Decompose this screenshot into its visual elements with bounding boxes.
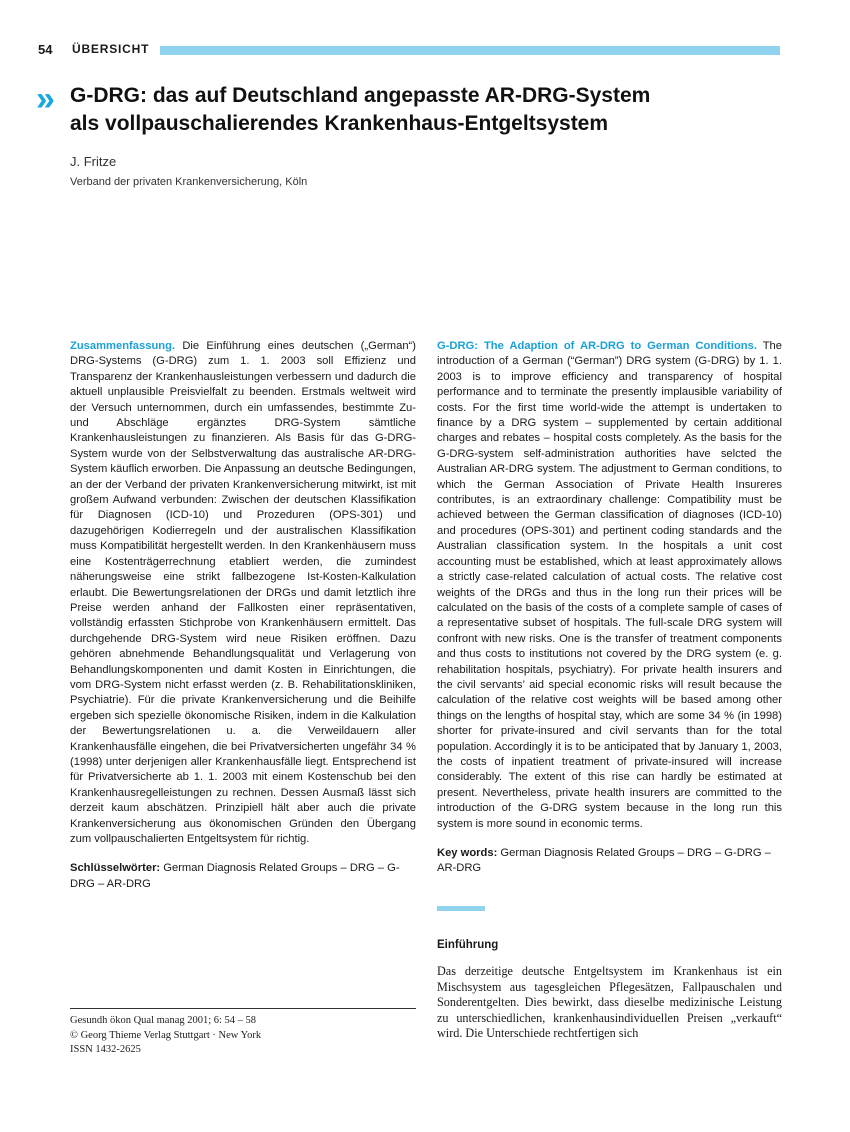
- running-header: [38, 42, 780, 60]
- citation-footer: [70, 1014, 261, 1058]
- double-chevron-icon: »: [36, 80, 51, 118]
- keywords-german-label: Schlüsselwörter:: [70, 862, 161, 875]
- abstract-german-lead: Zusammenfassung.: [70, 340, 176, 352]
- keywords-english-label: Key words:: [437, 847, 498, 859]
- intro-text: Das derzeitige deutsche Entgeltsystem im Krankenhaus ist ein Mischsystem aus tagesgleichen Pflegesätzen, Fallpauschalen und Sonderentgelten. Dies bewirkt, dass dieselbe medizinische Leistung zu unterschiedlichen, krankenhausindividuellen Preisen „verkauft“ wird. Die Unterschiede rechtfertigen sich: [437, 964, 782, 1040]
- abstract-english-text: [437, 339, 782, 832]
- keywords-german-list: German Diagnosis Related Groups – DRG – G-DRG – AR-DRG: [70, 862, 400, 890]
- citation-line: Gesundh ökon Qual manag 2001; 6: 54 – 58: [70, 1015, 257, 1026]
- abstract-english-lead: G-DRG: The Adaption of AR-DRG to German Conditions.: [437, 340, 757, 352]
- affiliation: Verband der privaten Krankenversicherung, Köln: [70, 176, 308, 188]
- abstract-german: [70, 339, 416, 892]
- abstract-english: [437, 339, 782, 877]
- issn-line: ISSN 1432-2625: [70, 1044, 141, 1055]
- abstract-german-body: Die Einführung eines deutschen („German“) DRG-Systems (G-DRG) zum 1. 1. 2003 soll Effizienz und Transparenz der Krankenhausleistungen verbessern und dadurch die aktuell unplausible Preisvielfalt zu beenden. Erstmals weltweit wird der Versuch unternommen, durch ein umfassendes, bestimmte Zu- und Abschläge ergänztes DRG-System sämtliche Krankenhausleistungen zu finanzieren. Als Basis für das G-DRG-System wurde von der Selbstverwaltung das australische AR-DRG-System käuflich erworben. Die Anpassung an deutsche Bedingungen, an der der Verband der privaten Krankenversicherung mitwirkt, ist mit großem Aufwand verbunden: Zwischen der deutschen Klassifikation für Diagnosen (ICD-10) und Prozeduren (OPS-301) und dazugehörigen Kodierregeln und der australischen Klassifikation muss Kompatibilität hergestellt werden. In den Krankenhäusern muss eine Kostenträgerrechnung etabliert werden, die zumindest näherungsweise eine strikt fallbezogene Ist-Kosten-Kalkulation erlaubt. Die Bewertungsrelationen der DRGs und damit letztlich ihre Preise werden anhand der Fallkosten einer repräsentativen, vollständig erfassten Stichprobe von Krankenhäusern ermittelt. Das durchgehende DRG-System wird neue Risiken eröffnen. Dazu gehören abnehmende Behandlungsqualität und Verlagerung von Behandlungskomponenten und damit Kosten in Einrichtungen, die vom DRG-System nicht erfasst werden (z. B. Rehabilitationskliniken, Psychiatrie). Für die private Krankenversicherung und die Beihilfe ergeben sich spezielle ökonomische Risiken, indem in die Kalkulation der Bewertungsrelationen u. a. die Verweildauern aller Krankenhausfälle eingehen, die bei Privatversicherten ungefähr 34 % (1998) unter derjenigen aller Krankenhausfälle liegt. Entsprechend ist für Privatversicherte ab 1. 1. 2003 mit einem Kostenschub bei den Krankenhausregelleistungen zu rechnen. Dessen Ausmaß lässt sich derzeit kaum abschätzen. Prinzipiell hält aber auch die private Krankenversicherung aus ökonomischen Gründen den Übergang zum vollpauschalierten Entgeltsystem für richtig.: [70, 340, 416, 845]
- abstract-english-body: The introduction of a German (“German”) DRG system (G-DRG) by 1. 1. 2003 is to improve efficiency and transparency of hospital performance and to terminate the presently implausible variability of costs. For the first time world-wide the attempt is undertaken to finance by a DRG system – supplemented by certain additional charges and rebates – hospital costs completely. As the basis for the G-DRG-system self-administration authorities have selcted the Australian AR-DRG system. The adjustment to German conditions, to which the German Association of Private Health Insureres contributes, is an extraordinary challenge: Compatibility must be achieved between the German classification of diagnoses (ICD-10) and procedures (OPS-301) and pertinent coding standards and the Australian classification system. In the hospitals a unit cost accounting must be established, which at least approximately allows a strictly case-related calculation of actual costs. The relative cost weights of the DRGs and thus in the long run their prices will be calculated on the basis of the costs of a complete sample of cases of a representative subset of hospitals. The full-scale DRG system will confront with new risks. One is the transfer of treatment components and thus costs to institutions not covered by the DRG system (e. g. rehabilitation hospitals, psychiatry). For private health insurers and the civil servants’ aid special economic risks will result because the calculation of the relative cost weights will be based among other things on the lengths of hospital stay, which are some 34 % (in 1998) shorter for private-insured and civil servants than for the total population. Accordingly it is to be anticipated that by January 1, 2003, the costs of inpatient treatment of private-insured will increase considerably. The extent of this rise can hardly be estimated at present. Nevertheless, private health insurers are committed to the introduction of the G-DRG system because in the long run this system is more sound in economic terms.: [437, 340, 782, 830]
- section-divider: [437, 906, 485, 911]
- article-title: [70, 82, 770, 138]
- page-number: 54: [38, 42, 53, 57]
- keywords-english: [437, 846, 782, 877]
- intro-heading: Einführung: [437, 939, 499, 951]
- article-title-line2: als vollpauschalierendes Krankenhaus-Entgeltsystem: [70, 112, 609, 135]
- article-title-line1: G-DRG: das auf Deutschland angepasste AR-DRG-System: [70, 84, 651, 107]
- section-label: ÜBERSICHT: [72, 42, 150, 56]
- abstract-german-text: [70, 339, 416, 847]
- footer-rule: [70, 1008, 416, 1009]
- header-accent-bar: [160, 46, 780, 55]
- keywords-english-list: German Diagnosis Related Groups – DRG – G-DRG – AR-DRG: [437, 847, 771, 875]
- keywords-german: [70, 861, 416, 892]
- copyright-line: © Georg Thieme Verlag Stuttgart · New York: [70, 1029, 262, 1041]
- author: J. Fritze: [70, 154, 117, 169]
